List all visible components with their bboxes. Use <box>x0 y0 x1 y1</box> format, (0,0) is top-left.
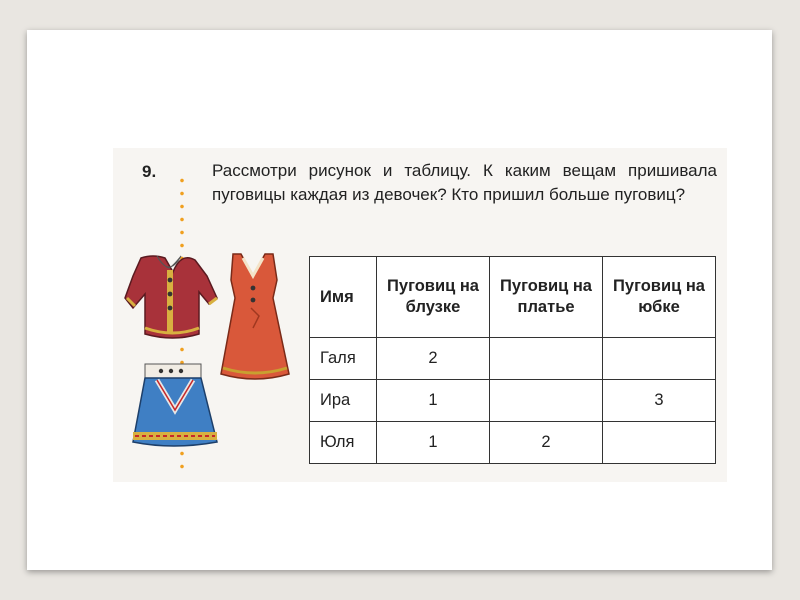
blouse-icon <box>125 256 217 338</box>
cell-skirt <box>603 422 716 464</box>
task-text: Рассмотри рисунок и таблицу. К каким вещам пришивала пуговицы каждая из девочек? Кто пришил больше пуговиц? <box>212 161 717 204</box>
cell-blouse: 1 <box>377 422 490 464</box>
table-header-row <box>310 257 716 338</box>
cell-skirt <box>603 338 716 380</box>
dress-icon <box>221 254 289 379</box>
header-skirt: Пуговиц на юбке <box>603 257 716 338</box>
slide <box>27 30 772 570</box>
header-blouse: Пуговиц на блузке <box>377 257 490 338</box>
table-row <box>310 380 716 422</box>
cell-blouse: 2 <box>377 338 490 380</box>
cell-dress <box>490 380 603 422</box>
buttons-table <box>309 256 716 464</box>
cell-dress <box>490 338 603 380</box>
header-dress: Пуговиц на платье <box>490 257 603 338</box>
row-name: Галя <box>310 338 377 380</box>
cell-blouse: 1 <box>377 380 490 422</box>
task-number: 9. <box>142 162 157 181</box>
cell-dress: 2 <box>490 422 603 464</box>
textbook-page <box>113 148 727 482</box>
cell-skirt: 3 <box>603 380 716 422</box>
skirt-icon <box>133 364 217 446</box>
header-name: Имя <box>310 257 377 338</box>
table-row <box>310 422 716 464</box>
table-row <box>310 338 716 380</box>
clothes-illustration <box>113 148 303 482</box>
row-name: Юля <box>310 422 377 464</box>
row-name: Ира <box>310 380 377 422</box>
